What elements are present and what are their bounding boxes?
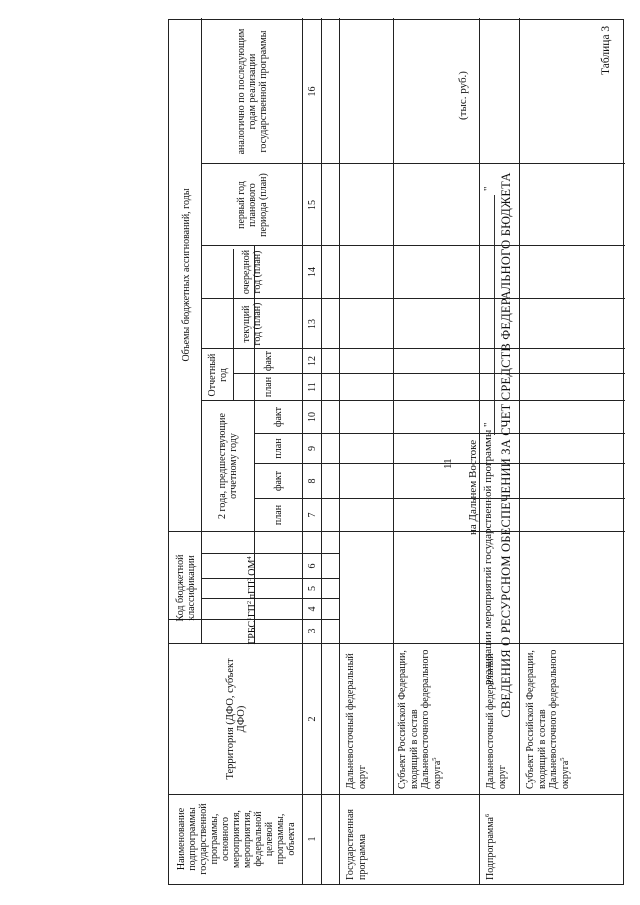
header-similar-years: аналогично по последующим годам реализации государственной программы xyxy=(235,28,269,155)
grid-line xyxy=(201,174,202,401)
row-name xyxy=(345,796,368,880)
grid-line xyxy=(201,163,625,164)
territory-text: Субъект Российской Федерации, входящий в состав Дальневосточного федерального округа xyxy=(525,649,571,789)
col-number: 7 xyxy=(306,512,318,518)
col-number: 3 xyxy=(306,628,318,634)
col-number: 16 xyxy=(306,86,318,97)
table-label: Таблица 3 xyxy=(600,25,612,75)
col-number: 9 xyxy=(306,446,318,451)
territory-text: Дальневосточный федеральный округ xyxy=(345,653,368,789)
grid-line xyxy=(201,620,202,644)
gp-label: ГП xyxy=(246,604,258,618)
header-fact: факт xyxy=(262,351,274,372)
col-number: 10 xyxy=(306,412,318,422)
row-territory xyxy=(485,649,508,789)
header-fact: факт xyxy=(272,471,284,492)
row-name-text: Государственная программа xyxy=(345,808,368,880)
header-plan: план xyxy=(272,438,284,459)
territory-text: Дальневосточный федеральный округ xyxy=(485,653,508,789)
col-number: 5 xyxy=(306,586,318,591)
header-budget-code: Код бюджетной классификации xyxy=(175,554,197,622)
territory-sup: 5 xyxy=(558,757,566,761)
grid-line xyxy=(339,18,340,884)
row-territory xyxy=(397,647,443,789)
grid-line xyxy=(201,298,625,299)
row-territory xyxy=(345,649,368,789)
header-volumes: Объемы бюджетных ассигнований, годы xyxy=(180,188,192,362)
row-name-text: Подпрограмма xyxy=(485,817,496,880)
col-number: 2 xyxy=(306,716,318,722)
om-sup: 4 xyxy=(245,556,253,560)
col-number: 13 xyxy=(306,319,318,329)
header-name: Наименование подпрограммы государственной программы, основного мероприятия, мероприятия, федеральной целевой программы, объекта xyxy=(175,803,297,875)
gp-sup: 2 xyxy=(245,600,253,605)
row-territory xyxy=(525,647,571,789)
page-number: 11 xyxy=(442,458,454,469)
grid-line xyxy=(321,18,322,884)
col-number: 11 xyxy=(306,382,318,392)
col-number: 12 xyxy=(306,356,318,366)
row-name-sup: 6 xyxy=(484,813,491,818)
col-number: 14 xyxy=(306,267,318,277)
grid-line xyxy=(393,18,394,795)
header-pgp xyxy=(203,579,301,598)
units-label: (тыс. руб.) xyxy=(457,71,469,120)
col-number: 1 xyxy=(306,836,318,842)
grid-line xyxy=(254,498,625,499)
header-territory: Территория (ДФО, субъект ДФО) xyxy=(225,658,247,780)
om-label: ОМ xyxy=(246,559,258,576)
document-title: СВЕДЕНИЯ О РЕСУРСНОМ ОБЕСПЕЧЕНИИ ЗА СЧЕТ СРЕДСТВ ФЕДЕРАЛЬНОГО БЮДЖЕТА xyxy=(499,172,513,718)
header-gp xyxy=(203,599,301,619)
grbs-sup: 1 xyxy=(245,617,253,621)
header-grbs xyxy=(203,617,301,645)
territory-sup: 5 xyxy=(430,757,438,761)
header-first-plan-year: первый год планового периода (план) xyxy=(235,173,269,237)
header-two-years: 2 года, предшествующие отчетному году xyxy=(217,413,239,519)
header-plan: план xyxy=(262,376,274,398)
col-number: 15 xyxy=(306,200,318,210)
grid-line xyxy=(479,18,480,884)
subtitle-quote: " xyxy=(482,186,494,191)
grid-line xyxy=(519,18,520,795)
territory-text: Субъект Российской Федерации, входящий в состав Дальневосточного федерального округа xyxy=(397,649,443,789)
grid-line xyxy=(169,531,625,532)
col-number: 6 xyxy=(306,563,318,569)
grbs-label: ГРБС xyxy=(246,620,258,645)
header-fact: факт xyxy=(272,407,284,428)
col-number: 8 xyxy=(306,478,318,484)
header-reporting-year: Отчетный год xyxy=(207,353,229,397)
subtitle-text: реализации мероприятий государственной программы " xyxy=(482,422,494,685)
header-next-year: очередной год (план) xyxy=(241,249,263,295)
subtitle-line2: на Дальнем Востоке xyxy=(467,439,479,535)
row-name xyxy=(485,796,497,880)
col-number: 4 xyxy=(306,606,318,612)
pgp-label: пГП xyxy=(246,580,258,600)
header-plan: план xyxy=(272,504,284,526)
header-om xyxy=(203,554,301,578)
resource-table xyxy=(168,19,624,885)
header-current-year: текущий год (план) xyxy=(241,302,263,346)
pgp-sup: 3 xyxy=(245,577,253,581)
